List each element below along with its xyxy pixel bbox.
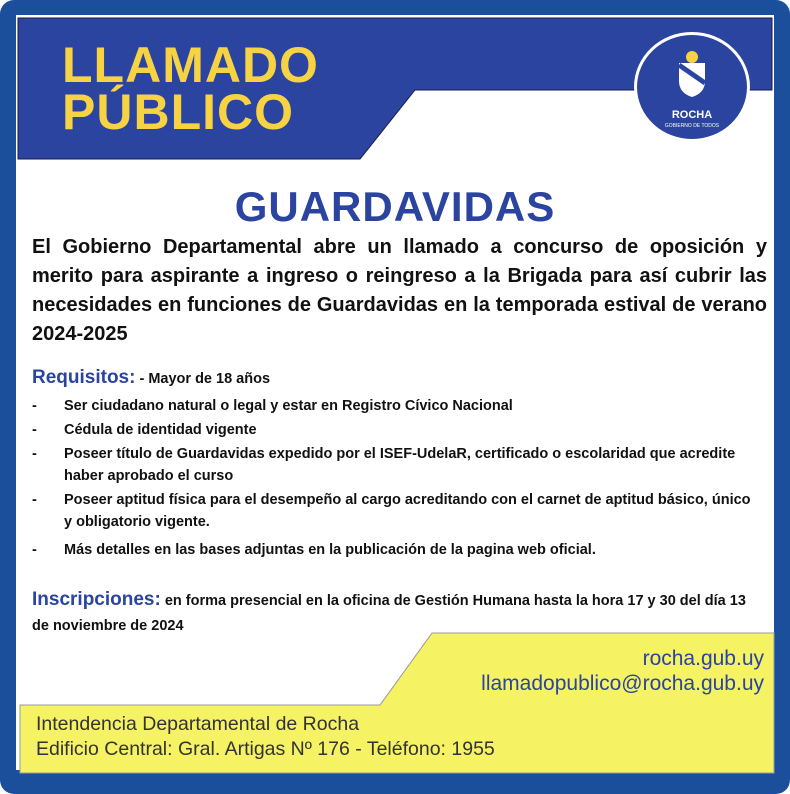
rocha-logo: [634, 32, 750, 142]
inscripciones-text: en forma presencial en la oficina de Gestión Humana hasta la hora 17 y 30 del día 13 de noviembre de 2024: [32, 593, 746, 634]
footer-line-1: Intendencia Departamental de Rocha: [36, 713, 360, 735]
requisitos-label: Requisitos:: [32, 367, 136, 388]
inscripciones: [32, 587, 762, 639]
list-item: - Poseer título de Guardavidas expedido por el ISEF-UdelaR, certificado o escolaridad que acredite haber aprobado el curso: [32, 443, 752, 487]
requisitos: [32, 367, 270, 389]
footer-line-2: Edificio Central: Gral. Artigas Nº 176 - Teléfono: 1955: [36, 738, 495, 760]
list-item: - Cédula de identidad vigente: [32, 419, 752, 441]
email-link[interactable]: llamadopublico@rocha.gub.uy: [481, 672, 764, 695]
logo-tagline: GOBIERNO DE TODOS: [664, 123, 720, 129]
logo-name: ROCHA: [671, 109, 713, 121]
requisitos-list: [32, 395, 752, 563]
inscripciones-label: Inscripciones:: [32, 589, 161, 610]
requisitos-first: - Mayor de 18 años: [139, 371, 271, 387]
title-line-2: PÚBLICO: [62, 84, 294, 140]
page-title: GUARDAVIDAS: [234, 183, 556, 230]
list-item: - Poseer aptitud física para el desempeño al cargo acreditando con el carnet de aptitud básico, único y obligatorio vigente.: [32, 489, 752, 533]
title-line-1: LLAMADO: [62, 37, 319, 93]
website-link[interactable]: rocha.gub.uy: [642, 647, 764, 670]
intro-text: El Gobierno Departamental abre un llamado a concurso de oposición y merito para aspirante a ingreso o reingreso a la Brigada para así cubrir las necesidades en funciones de Guardavidas en la temporada estival de verano 2024-2025: [32, 236, 767, 345]
list-item: - Ser ciudadano natural o legal y estar en Registro Cívico Nacional: [32, 395, 752, 417]
coat-of-arms-icon: [637, 35, 747, 110]
list-item: - Más detalles en las bases adjuntas en la publicación de la pagina web oficial.: [32, 539, 752, 561]
